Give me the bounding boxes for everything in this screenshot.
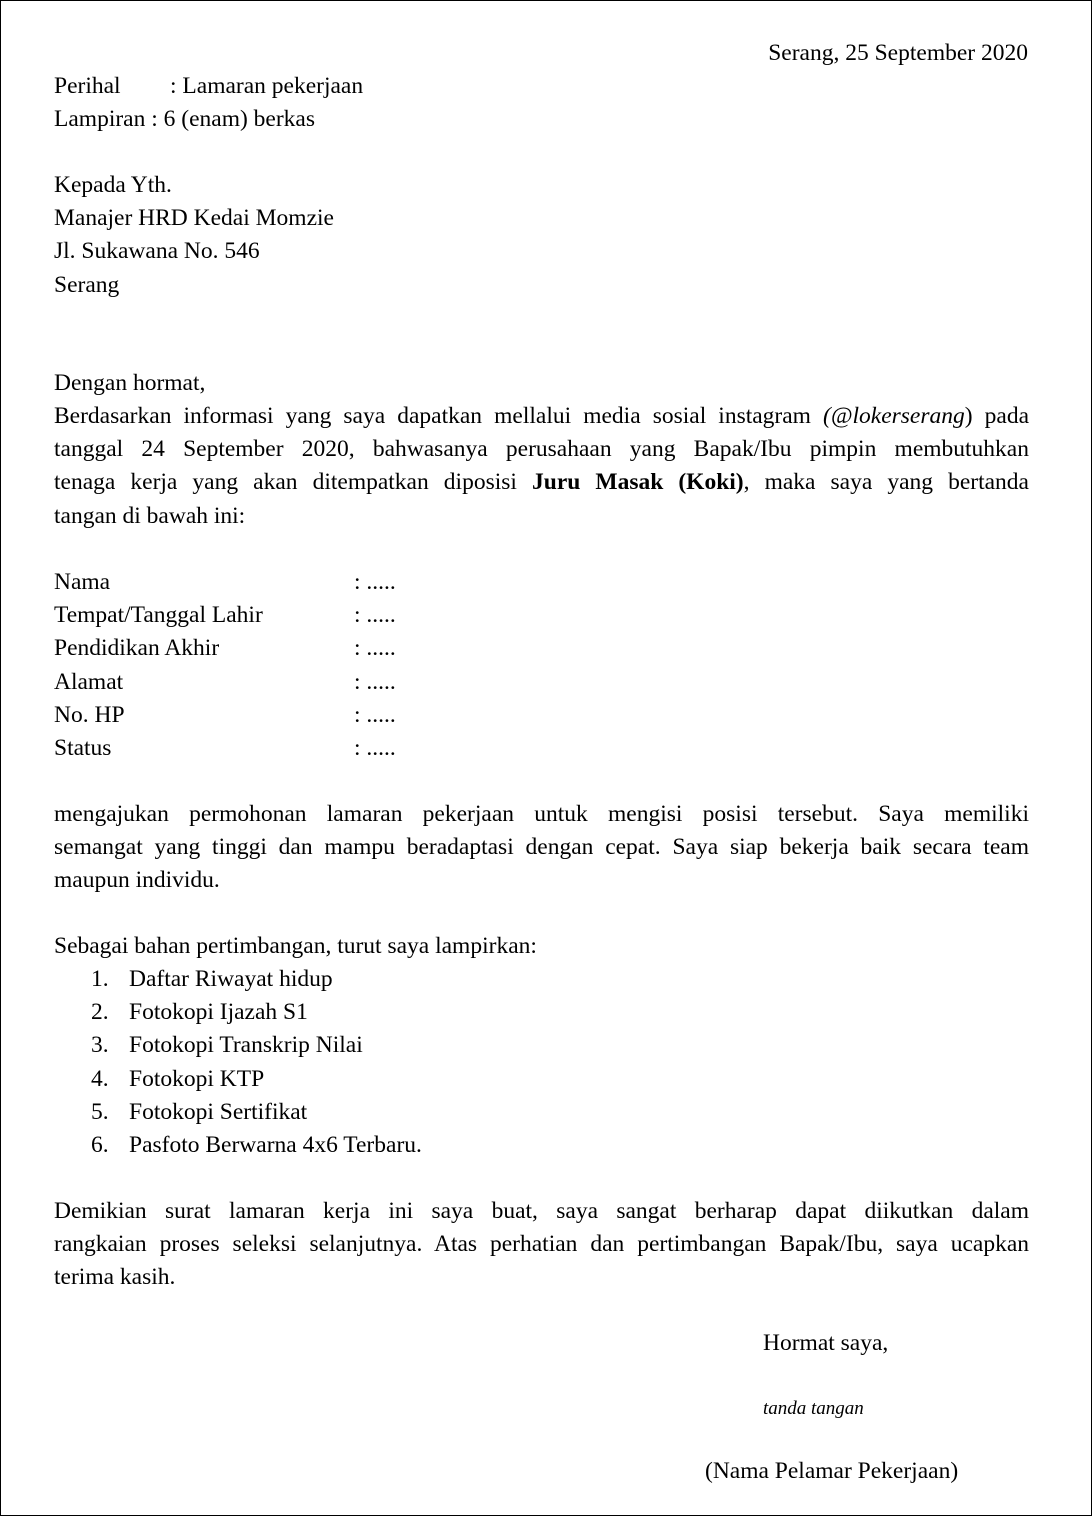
list-text: Daftar Riwayat hidup	[129, 966, 333, 992]
letter-header	[54, 70, 363, 136]
list-number: 6.	[91, 1131, 109, 1158]
body-line: mengajukan permohonan lamaran pekerjaan untuk mengisi posisi tersebut. Saya memiliki	[54, 801, 1029, 827]
field-row	[54, 599, 396, 632]
field-value: : .....	[354, 668, 396, 695]
attachments-list	[91, 963, 422, 1162]
body-line: semangat yang tinggi dan mampu beradaptasi dengan cepat. Saya siap bekerja baik secara team	[54, 834, 1029, 861]
field-label: Status	[54, 734, 112, 761]
intro-line	[54, 400, 1029, 433]
intro-paragraph	[54, 400, 1029, 533]
closing-line: Demikian surat lamaran kerja ini saya buat, saya sangat berharap dapat diikutkan dalam	[54, 1198, 1029, 1224]
field-row	[54, 699, 396, 732]
field-row	[54, 732, 396, 765]
closing-line: rangkaian proses seleksi selanjutnya. Atas perhatian dan pertimbangan Bapak/Ibu, saya ucapkan	[54, 1231, 1029, 1258]
intro-text: tenaga kerja yang akan ditempatkan diposisi	[54, 469, 532, 496]
list-number: 5.	[91, 1098, 109, 1125]
list-text: Fotokopi Sertifikat	[129, 1098, 308, 1125]
subject-value: : Lamaran pekerjaan	[170, 73, 364, 99]
closing-greeting: Hormat saya,	[763, 1330, 889, 1356]
place-date: Serang, 25 September 2020	[768, 40, 1028, 66]
instagram-handle: (@lokerserang	[823, 403, 965, 429]
recipient-block	[54, 169, 334, 302]
handle-close: ) pada	[964, 403, 1030, 429]
list-number: 1.	[91, 966, 109, 992]
field-row	[54, 566, 396, 599]
field-value: : .....	[354, 602, 396, 629]
subject-line	[54, 70, 363, 103]
attachment-label: Lampiran	[54, 106, 146, 133]
attachment-line	[54, 103, 363, 136]
attachment-value: : 6 (enam) berkas	[151, 106, 316, 133]
list-text: Pasfoto Berwarna 4x6 Terbaru.	[129, 1131, 422, 1158]
list-item	[91, 963, 422, 996]
field-row	[54, 666, 396, 699]
intro-text: Berdasarkan informasi yang saya dapatkan mellalui media sosial instagram	[54, 403, 824, 429]
list-number: 4.	[91, 1065, 109, 1092]
list-item	[91, 1129, 422, 1162]
attachments-intro: Sebagai bahan pertimbangan, turut saya lampirkan:	[54, 933, 537, 959]
subject-label: Perihal	[54, 73, 121, 99]
field-value: : .....	[354, 635, 396, 662]
list-item	[91, 1029, 422, 1062]
recipient-line: Jl. Sukawana No. 546	[54, 238, 260, 265]
field-value: : .....	[354, 701, 396, 728]
signer-name: (Nama Pelamar Pekerjaan)	[705, 1458, 959, 1484]
list-item	[91, 1063, 422, 1096]
closing-line: terima kasih.	[54, 1264, 176, 1291]
field-label: Tempat/Tanggal Lahir	[54, 602, 263, 629]
list-text: Fotokopi Transkrip Nilai	[129, 1032, 363, 1059]
recipient-line: Manajer HRD Kedai Momzie	[54, 205, 334, 232]
applicant-fields	[54, 566, 396, 765]
field-label: Nama	[54, 569, 111, 595]
list-item	[91, 1096, 422, 1129]
list-item	[91, 996, 422, 1029]
body-line: maupun individu.	[54, 867, 220, 894]
greeting: Dengan hormat,	[54, 370, 206, 396]
position-name: Juru Masak (Koki)	[532, 469, 744, 496]
closing-paragraph	[54, 1195, 1029, 1295]
field-value: : .....	[354, 569, 396, 595]
signature-placeholder: tanda tangan	[763, 1398, 864, 1419]
field-row	[54, 632, 396, 665]
field-label: No. HP	[54, 701, 125, 728]
list-text: Fotokopi KTP	[129, 1065, 265, 1092]
body-paragraph	[54, 798, 1029, 898]
field-value: : .....	[354, 734, 396, 761]
after-position: , maka saya yang bertanda	[743, 469, 1029, 496]
intro-line: tangan di bawah ini:	[54, 502, 246, 529]
list-number: 3.	[91, 1032, 109, 1059]
field-label: Alamat	[54, 668, 124, 695]
intro-line: tanggal 24 September 2020, bahwasanya perusahaan yang Bapak/Ibu pimpin membutuhkan	[54, 436, 1029, 463]
recipient-line: Serang	[54, 271, 120, 298]
recipient-line: Kepada Yth.	[54, 172, 172, 198]
list-text: Fotokopi Ijazah S1	[129, 999, 308, 1026]
intro-line	[54, 466, 1029, 499]
list-number: 2.	[91, 999, 109, 1026]
field-label: Pendidikan Akhir	[54, 635, 220, 662]
